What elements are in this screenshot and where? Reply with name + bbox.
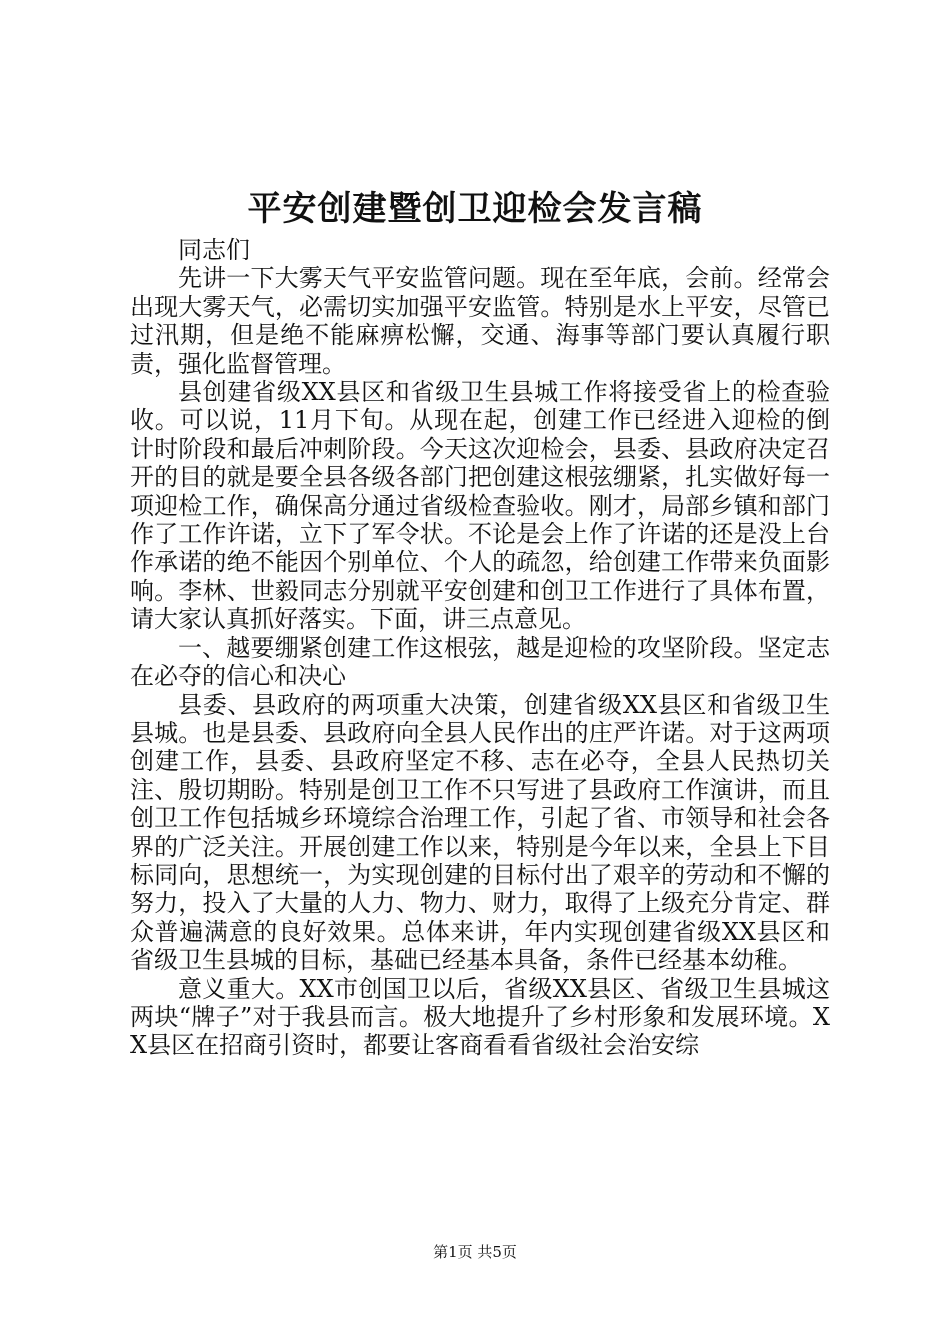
body-paragraph: 县委、县政府的两项重大决策，创建省级XX县区和省级卫生县城。也是县委、县政府向全县人民作出的庄严许诺。对于这两项创建工作，县委、县政府坚定不移、志在必夺，全县人民热切关注、殷切期盼。特别是创卫工作不只写进了县政府工作演讲，而且创卫工作包括城乡环境综合治理工作，引起了省、市领导和社会各界的广泛关注。开展创建工作以来，特别是今年以来，全县上下目标同向，思想统一，为实现创建的目标付出了艰辛的劳动和不懈的努力，投入了大量的人力、物力、财力，取得了上级充分肯定、群众普遍满意的良好效果。总体来讲，年内实现创建省级XX县区和省级卫生县城的目标，基础已经基本具备，条件已经基本幼稚。 <box>130 690 830 975</box>
body-paragraph: 先讲一下大雾天气平安监管问题。现在至年底，会前。经常会出现大雾天气，必需切实加强平安监管。特别是水上平安，尽管已过汛期，但是绝不能麻痹松懈，交通、海事等部门要认真履行职责，强化监督管理。 <box>130 264 830 378</box>
salutation-paragraph: 同志们 <box>178 236 250 264</box>
section-heading-paragraph: 一、越要绷紧创建工作这根弦，越是迎检的攻坚阶段。坚定志在必夺的信心和决心 <box>130 633 830 691</box>
document-body <box>130 236 830 1060</box>
body-paragraph: 意义重大。XX市创国卫以后，省级XX县区、省级卫生县城这两块“牌子”对于我县而言。极大地提升了乡村形象和发展环境。XX县区在招商引资时，都要让客商看看省级社会治安综 <box>130 974 830 1060</box>
document-title: 平安创建暨创卫迎检会发言稿 <box>247 189 703 229</box>
body-paragraph: 县创建省级XX县区和省级卫生县城工作将接受省上的检查验收。可以说，11月下旬。从现在起，创建工作已经进入迎检的倒计时阶段和最后冲刺阶段。今天这次迎检会，县委、县政府决定召开的目的就是要全县各级各部门把创建这根弦绷紧，扎实做好每一项迎检工作，确保高分通过省级检查验收。刚才，局部乡镇和部门作了工作许诺，立下了军令状。不论是会上作了许诺的还是没上台作承诺的绝不能因个别单位、个人的疏忽，给创建工作带来负面影响。李林、世毅同志分别就平安创建和创卫工作进行了具体布置，请大家认真抓好落实。下面，讲三点意见。 <box>130 378 830 634</box>
page-footer: 第1页 共5页 <box>433 1243 517 1261</box>
